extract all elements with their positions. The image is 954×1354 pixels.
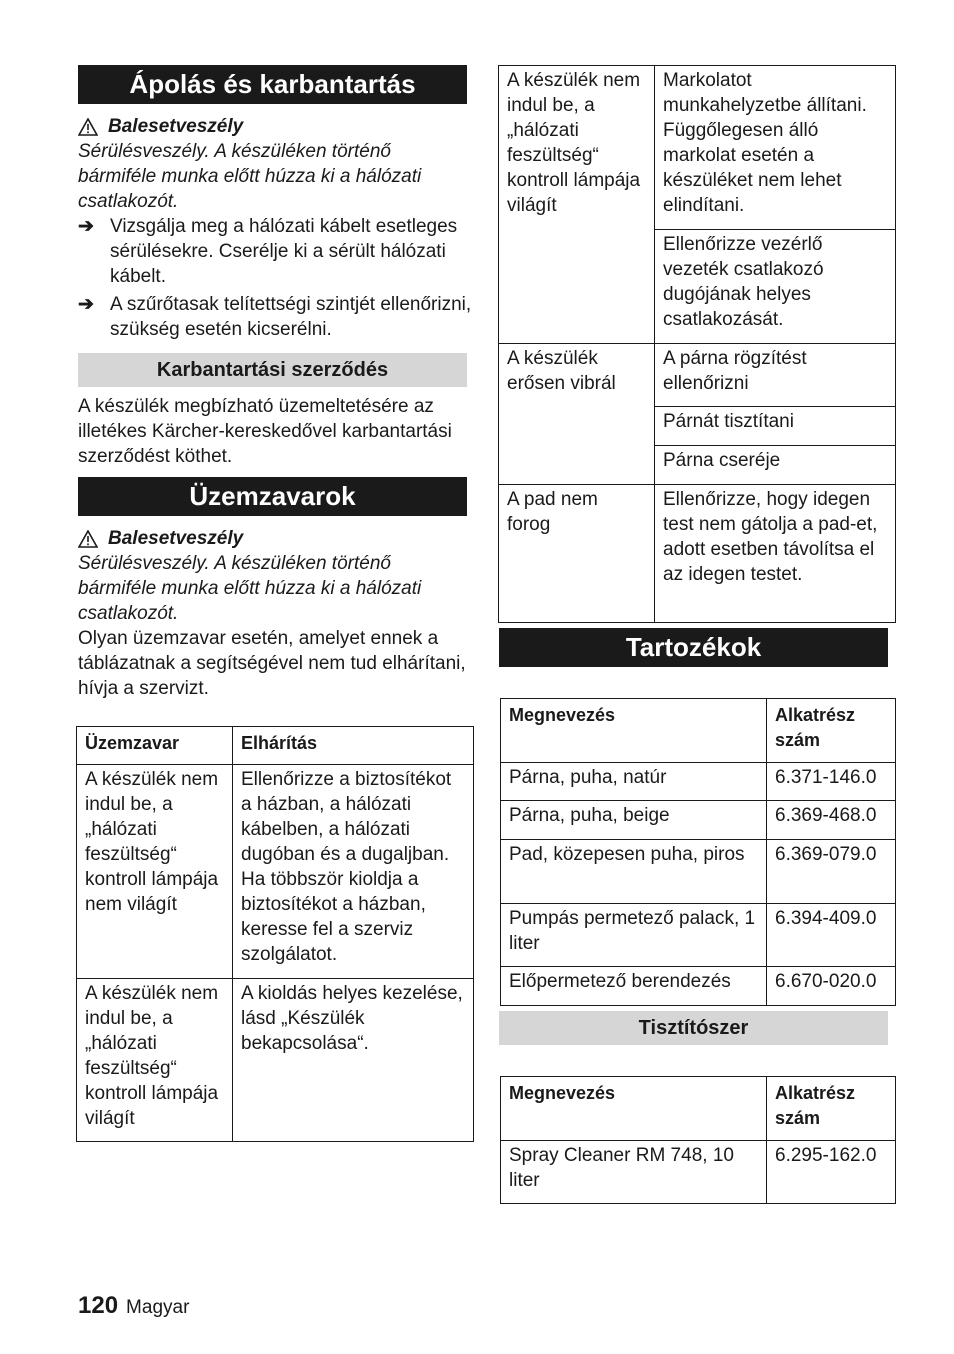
table-row bbox=[501, 904, 896, 967]
care-bullet-text: A szűrőtasak telítettségi szintjét ellenőrizni, szükség esetén kicserélni. bbox=[110, 294, 472, 340]
care-bullet bbox=[78, 292, 474, 342]
warning-icon bbox=[78, 118, 98, 136]
accessory-part: 6.670-020.0 bbox=[767, 967, 896, 1006]
faults-warning bbox=[78, 526, 474, 551]
cleaner-name: Spray Cleaner RM 748, 10 liter bbox=[501, 1141, 767, 1204]
col-remedy-header: Elhárítás bbox=[233, 727, 474, 765]
table-row bbox=[77, 765, 474, 979]
faults-heading: Üzemzavarok bbox=[78, 477, 467, 516]
care-bullet-text: Vizsgálja meg a hálózati kábelt esetleges sérülésekre. Cserélje ki a sérült hálózati kábelt. bbox=[110, 216, 458, 287]
table-row bbox=[501, 840, 896, 904]
remedy-cell: Párna cseréje bbox=[655, 446, 896, 485]
col-name-header: Megnevezés bbox=[501, 699, 767, 763]
fault-cell: A készülék nem indul be, a „hálózati feszültség“ kontroll lámpája nem világít bbox=[77, 765, 233, 979]
col-fault-header: Üzemzavar bbox=[77, 727, 233, 765]
table-row bbox=[77, 979, 474, 1142]
arrow-icon: ➔ bbox=[78, 294, 94, 315]
accessories-table bbox=[500, 698, 896, 1006]
page-footer bbox=[78, 1293, 189, 1320]
accessory-name: Párna, puha, natúr bbox=[501, 763, 767, 801]
cleaner-table bbox=[500, 1076, 896, 1204]
faults-table-continued bbox=[498, 65, 896, 623]
fault-cell: A készülék nem indul be, a „hálózati feszültség“ kontroll lámpája világít bbox=[77, 979, 233, 1142]
table-row bbox=[501, 1141, 896, 1204]
cleaner-part: 6.295-162.0 bbox=[767, 1141, 896, 1204]
accessory-name: Pad, közepesen puha, piros bbox=[501, 840, 767, 904]
faults-warning-label: Balesetveszély bbox=[108, 528, 244, 549]
table-row bbox=[499, 344, 896, 407]
contract-heading: Karbantartási szerződés bbox=[78, 353, 467, 387]
cleaner-heading: Tisztítószer bbox=[499, 1011, 888, 1045]
table-row bbox=[501, 801, 896, 840]
faults-warning-text: Sérülésveszély. A készüléken történő bármiféle munka előtt húzza ki a hálózati csatlakozót. bbox=[78, 553, 422, 624]
accessory-name: Pumpás permetező palack, 1 liter bbox=[501, 904, 767, 967]
col-part-header: Alkatrész szám bbox=[767, 699, 896, 763]
faults-intro: Olyan üzemzavar esetén, amelyet ennek a táblázatnak a segítségével nem tud elhárítani, hívja a szervizt. bbox=[78, 628, 466, 699]
accessory-name: Előpermetező berendezés bbox=[501, 967, 767, 1006]
accessory-part: 6.394-409.0 bbox=[767, 904, 896, 967]
remedy-cell: Ellenőrizze a biztosítékot a házban, a hálózati kábelben, a hálózati dugóban és a dugaljban. Ha többször kioldja a biztosítékot a házban, keresse fel a szerviz szolgálatot. bbox=[233, 765, 474, 979]
table-row bbox=[499, 485, 896, 623]
remedy-cell: Párnát tisztítani bbox=[655, 407, 896, 446]
remedy-cell: A párna rögzítést ellenőrizni bbox=[655, 344, 896, 407]
remedy-cell: Ellenőrizze, hogy idegen test nem gátolja a pad-et, adott esetben távolítsa el az idegen testet. bbox=[655, 485, 896, 623]
left-column bbox=[78, 65, 474, 1142]
arrow-icon: ➔ bbox=[78, 216, 94, 237]
accessory-part: 6.369-468.0 bbox=[767, 801, 896, 840]
table-row bbox=[501, 967, 896, 1006]
care-heading: Ápolás és karbantartás bbox=[78, 65, 467, 104]
remedy-cell: Markolatot munkahelyzetbe állítani. Függőlegesen álló markolat esetén a készüléket nem lehet elindítani. bbox=[655, 66, 896, 230]
col-name-header: Megnevezés bbox=[501, 1077, 767, 1141]
table-row bbox=[501, 763, 896, 801]
faults-table bbox=[76, 726, 474, 1142]
care-warning-label: Balesetveszély bbox=[108, 116, 244, 137]
fault-cell: A készülék erősen vibrál bbox=[499, 344, 655, 485]
table-header-row bbox=[501, 699, 896, 763]
page-language: Magyar bbox=[126, 1297, 190, 1318]
table-header-row bbox=[77, 727, 474, 765]
warning-icon bbox=[78, 530, 98, 548]
remedy-cell: Ellenőrizze vezérlő vezeték csatlakozó dugójának helyes csatlakozását. bbox=[655, 230, 896, 344]
care-warning bbox=[78, 114, 474, 139]
table-row bbox=[499, 66, 896, 230]
care-warning-text: Sérülésveszély. A készüléken történő bármiféle munka előtt húzza ki a hálózati csatlakozót. bbox=[78, 141, 422, 212]
remedy-cell: A kioldás helyes kezelése, lásd „Készülék bekapcsolása“. bbox=[233, 979, 474, 1142]
accessory-name: Párna, puha, beige bbox=[501, 801, 767, 840]
fault-cell: A készülék nem indul be, a „hálózati feszültség“ kontroll lámpája világít bbox=[499, 66, 655, 344]
right-column bbox=[498, 65, 896, 1204]
accessories-heading: Tartozékok bbox=[499, 628, 888, 667]
care-bullet bbox=[78, 214, 474, 289]
accessory-part: 6.371-146.0 bbox=[767, 763, 896, 801]
table-header-row bbox=[501, 1077, 896, 1141]
col-part-header: Alkatrész szám bbox=[767, 1077, 896, 1141]
contract-text: A készülék megbízható üzemeltetésére az illetékes Kärcher-kereskedővel karbantartási szerződést köthet. bbox=[78, 396, 452, 467]
accessory-part: 6.369-079.0 bbox=[767, 840, 896, 904]
fault-cell: A pad nem forog bbox=[499, 485, 655, 623]
page-number: 120 bbox=[78, 1292, 119, 1319]
